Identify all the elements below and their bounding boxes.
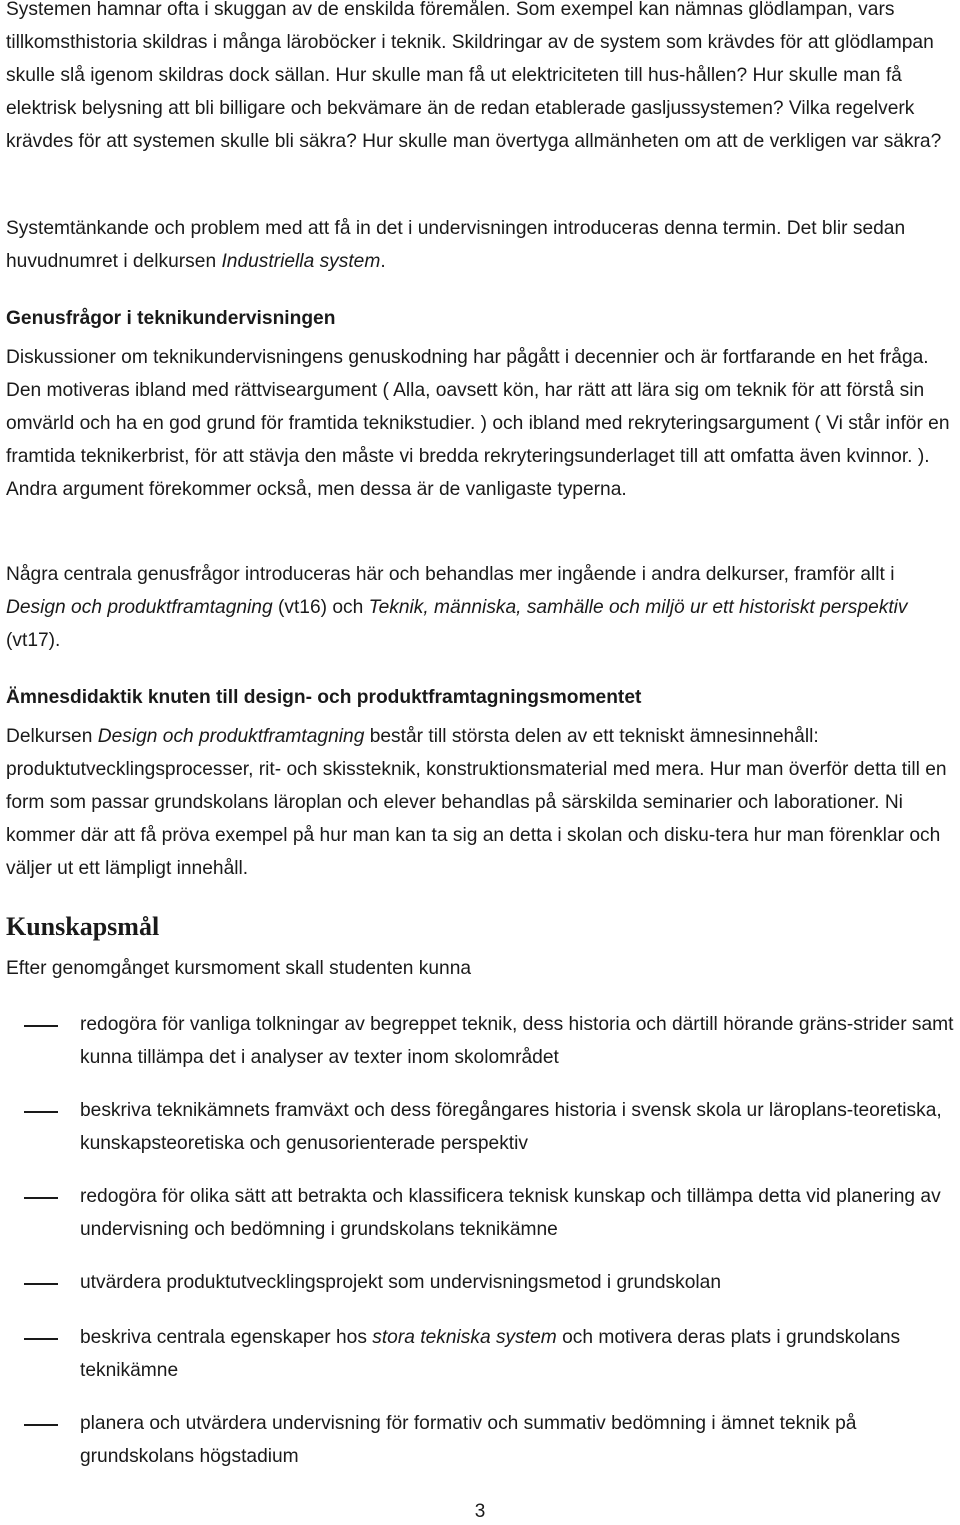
dash-bullet-icon (24, 1025, 58, 1027)
intro-paragraph-systems-thinking: Systemtänkande och problem med att få in det i undervisningen introduceras denna termin. Det blir sedan huvudnumret i delkursen Industriella system. (6, 218, 906, 272)
dash-bullet-icon (24, 1111, 58, 1113)
gender-paragraph-discussions: Diskussioner om teknikundervisningens genuskodning har pågått i decennier och är fortfarande en het fråga. Den motiveras ibland med rättviseargument ( Alla, oavsett kön, har rätt att lära sig om teknik för att förstå sin omvärld och ha en god grund för framtida teknikstudier. ) och ibland med rekryteringsargument ( Vi står inför en framtida teknikerbrist, för att stävja den måste vi bredda rekryteringsunderlaget till att omfatta även kvinnor. ). Andra argument förekommer också, men dessa är de vanligaste typerna. (6, 347, 950, 500)
goal-text: redogöra för vanliga tolkningar av begreppet teknik, dess historia och därtill hörande gräns-strider samt kunna tillämpa det i analyser av texter inom skolområdet (80, 1014, 954, 1068)
goals-intro: Efter genomgånget kursmoment skall studenten kunna (6, 958, 472, 979)
heading-gender-issues: Genusfrågor i teknikundervisningen (6, 308, 336, 329)
italic-title: Design och produktframtagning (97, 726, 365, 747)
heading-learning-goals: Kunskapsmål (6, 912, 160, 941)
dash-bullet-icon (24, 1197, 58, 1199)
intro-paragraph-systems: Systemen hamnar ofta i skuggan av de enskilda föremålen. Som exempel kan nämnas glödlampan, vars tillkomsthistoria skildras i många läroböcker i teknik. Skildringar av de system som krävdes för att glödlampan skulle slå igenom skildras dock sällan. Hur skulle man få ut elektriciteten till hus-hållen? Hur skulle man få elektrisk belysning att bli billigare och bekvämare än de redan etablerade gasljussystemen? Vilka regelverk krävdes för att systemen skulle bli säkra? Hur skulle man övertyga allmänheten om att de verkligen var säkra? (6, 0, 942, 152)
goal-text: utvärdera produktutvecklingsprojekt som undervisningsmetod i grundskolan (80, 1272, 721, 1293)
didactics-paragraph: Delkursen Design och produktframtagning består till största delen av ett tekniskt ämnesinnehåll: produktutvecklingsprocesser, rit- och skissteknik, konstruktionsmaterial med mera. Hur man överför detta till en form som passar grundskolans läroplan och elever behandlas på särskilda seminarier och laborationer. Ni kommer där att få pröva exempel på hur man kan ta sig an detta i skolan och disku-tera hur man förenklar och väljer ut ett lämpligt innehåll. (6, 726, 947, 879)
italic-title: stora tekniska system (372, 1327, 557, 1348)
heading-subject-didactics: Ämnesdidaktik knuten till design- och produktframtagningsmomentet (6, 687, 642, 708)
goal-text: beskriva teknikämnets framväxt och dess föregångares historia i svensk skola ur läroplans-teoretiska, kunskapsteoretiska och genusorienterade perspektiv (80, 1100, 942, 1154)
dash-bullet-icon (24, 1424, 58, 1426)
goal-text: beskriva centrala egenskaper hos stora tekniska system och motivera deras plats i grundskolans teknikämne (80, 1327, 901, 1381)
dash-bullet-icon (24, 1338, 58, 1340)
gender-paragraph-central-issues: Några centrala genusfrågor introduceras här och behandlas mer ingående i andra delkurser, framför allt i Design och produktframtagning (vt16) och Teknik, människa, samhälle och miljö ur ett historiskt perspektiv (vt17). (6, 564, 908, 651)
page-number: 3 (474, 1501, 486, 1522)
italic-title: Design och produktframtagning (6, 597, 273, 618)
goal-text: planera och utvärdera undervisning för formativ och summativ bedömning i ämnet teknik på grundskolans högstadium (80, 1413, 857, 1467)
dash-bullet-icon (24, 1283, 58, 1285)
goal-text: redogöra för olika sätt att betrakta och klassificera teknisk kunskap och tillämpa detta vid planering av undervisning och bedömning i grundskolans teknikämne (80, 1186, 941, 1240)
italic-title: Industriella system (221, 251, 381, 272)
italic-title: Teknik, människa, samhälle och miljö ur ett historiskt perspektiv (368, 597, 908, 618)
